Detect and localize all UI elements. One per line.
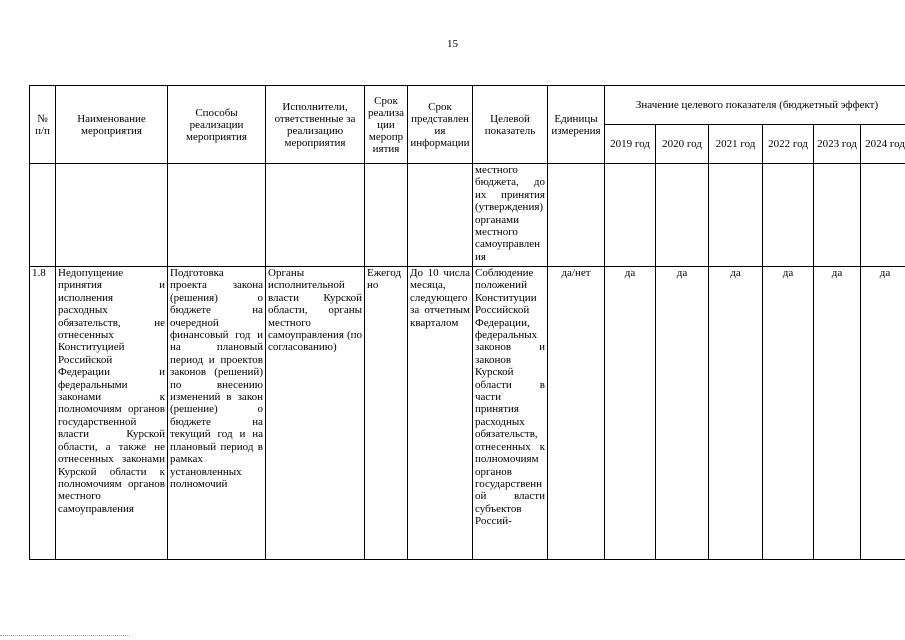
row-indicator: Соблюдение положений Конституции Российской Федерации, федеральных законов и законов Курской области в части принятия расходных обязательств, отнесенных к полномочиям органов государственной власти субъектов Россий- (473, 267, 548, 560)
header-num: № п/п (30, 86, 56, 164)
cont-cell (656, 164, 709, 267)
header-year: 2024 год (861, 125, 905, 164)
row-name: Недопущение принятия и исполнения расходных обязательств, не отнесенных Конституцией Российской Федерации и федеральными законами к полномочиям органов государственной власти Курской области, а также не отнесенных законами Курской области к полномочиям органов местного самоуправления (56, 267, 168, 560)
row-report-term: До 10 числа месяца, следующего за отчетным кварталом (408, 267, 473, 560)
row-value: да (709, 267, 763, 560)
row-value: да (605, 267, 656, 560)
table-row (30, 267, 905, 560)
row-value: да (861, 267, 905, 560)
row-term: Ежегодно (365, 267, 408, 560)
cont-cell (408, 164, 473, 267)
row-value: да (656, 267, 709, 560)
cont-cell (266, 164, 365, 267)
cont-cell (548, 164, 605, 267)
header-year: 2021 год (709, 125, 763, 164)
header-indicator: Целевой показатель (473, 86, 548, 164)
cont-cell (814, 164, 861, 267)
scan-artifact (0, 635, 130, 640)
page-number: 15 (447, 38, 458, 50)
cont-cell (365, 164, 408, 267)
header-year: 2019 год (605, 125, 656, 164)
row-executors: Органы исполнительной власти Курской области, органы местного самоуправления (по согласованию) (266, 267, 365, 560)
header-executors: Исполнители, ответственные за реализацию мероприятия (266, 86, 365, 164)
row-value: да (763, 267, 814, 560)
cont-cell (30, 164, 56, 267)
cont-cell (861, 164, 905, 267)
header-unit: Единицы измерения (548, 86, 605, 164)
header-year: 2023 год (814, 125, 861, 164)
cont-cell (605, 164, 656, 267)
header-term: Срок реализации мероприятия (365, 86, 408, 164)
header-methods: Способы реализации мероприятия (168, 86, 266, 164)
row-num: 1.8 (30, 267, 56, 560)
cont-cell (763, 164, 814, 267)
header-report-term: Срок представления информации (408, 86, 473, 164)
header-row-1 (30, 86, 905, 125)
header-value-group: Значение целевого показателя (бюджетный эффект) (605, 86, 905, 125)
row-unit: да/нет (548, 267, 605, 560)
cont-cell (56, 164, 168, 267)
header-year: 2020 год (656, 125, 709, 164)
header-name: Наименование мероприятия (56, 86, 168, 164)
cont-cell (168, 164, 266, 267)
header-year: 2022 год (763, 125, 814, 164)
cont-indicator: местного бюджета, до их принятия (утверждения) органами местного самоуправления (473, 164, 548, 267)
cont-cell (709, 164, 763, 267)
row-value: да (814, 267, 861, 560)
measures-table (29, 85, 905, 560)
continuation-row (30, 164, 905, 267)
row-methods: Подготовка проекта закона (решения) о бюджете на очередной финансовый год и на плановый период и проектов законов (решений) по внесению изменений в закон (решение) о бюджете на текущий год и на плановый период в рамках установленных полномочий (168, 267, 266, 560)
